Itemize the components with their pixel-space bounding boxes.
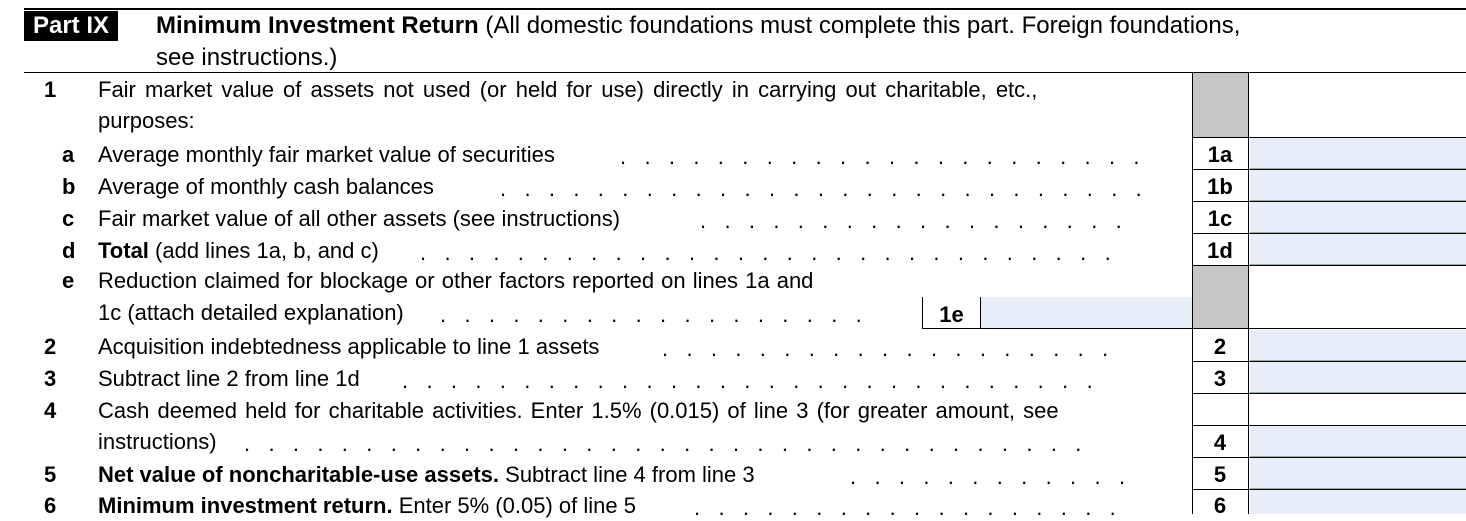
- line-1e-letter: e: [62, 268, 75, 293]
- line-2-number: 2: [44, 334, 57, 359]
- line-1c-input[interactable]: [1250, 202, 1466, 233]
- leader-dots: . . . . . . . . . . . . . . . . . .: [700, 208, 1122, 233]
- line-6-box-label: 6: [1213, 493, 1227, 518]
- row-rule: [922, 328, 1466, 329]
- label-column-right-rule: [1248, 73, 1249, 514]
- leader-dots: . . . . . . . . . . . . . . . . . . . . . . . . . . .: [500, 176, 1142, 201]
- line-1d-text-rest: (add lines 1a, b, and c): [148, 238, 379, 263]
- line-6-text: [98, 493, 636, 519]
- leader-dots: . . . . . . . . . . . . . . . . . . .: [662, 336, 1109, 361]
- line-1d-letter: d: [62, 238, 76, 263]
- line-1d-text: [98, 238, 379, 264]
- row-rule: [1193, 393, 1466, 394]
- line-4-box-label: 4: [1213, 430, 1227, 455]
- leader-dots: . . . . . . . . . . . .: [850, 464, 1126, 489]
- line-4-number: 4: [44, 398, 57, 423]
- shaded-cell-line1e: [1193, 266, 1248, 329]
- part-label: Part IX: [32, 12, 110, 39]
- line-1a-letter: a: [62, 142, 75, 167]
- line-1c-text: Fair market value of all other assets (see instructions): [98, 206, 621, 231]
- line-1b-box-label: 1b: [1207, 174, 1233, 199]
- leader-dots: . . . . . . . . . . . . . . . . . . . . . .: [620, 144, 1140, 169]
- line-5-text-rest: Subtract line 4 from line 3: [499, 462, 755, 487]
- line-5-box-label: 5: [1213, 462, 1227, 487]
- line-5-number: 5: [44, 462, 57, 487]
- line-1b-text: Average of monthly cash balances: [98, 174, 434, 199]
- line-1e-input[interactable]: [981, 297, 1192, 328]
- top-rule: [24, 8, 1466, 10]
- part-title-rest: (All domestic foundations must complete this part. Foreign foundations,: [478, 12, 1241, 39]
- line-2-text: Acquisition indebtedness applicable to line 1 assets: [98, 334, 600, 359]
- line-6-number: 6: [44, 493, 57, 518]
- line-5-input[interactable]: [1250, 458, 1466, 489]
- line-1d-box-label: 1d: [1207, 238, 1233, 263]
- line-3-text: Subtract line 2 from line 1d: [98, 366, 360, 391]
- leader-dots: . . . . . . . . . . . . . . . . . . . . . . . . . . . . .: [420, 240, 1111, 265]
- part-title-line2: see instructions.): [156, 44, 338, 71]
- line-1d-text-bold: Total: [98, 238, 149, 263]
- line-1d-input[interactable]: [1250, 234, 1466, 265]
- line-1e-text-cont: 1c (attach detailed explanation): [98, 300, 404, 325]
- line-1-text-cont: purposes:: [98, 108, 195, 133]
- leader-dots: . . . . . . . . . . . . . . . . . . . . . . . . . . . . .: [402, 368, 1093, 393]
- line-1c-box-label: 1c: [1207, 206, 1233, 231]
- line-4-text: Cash deemed held for charitable activities. Enter 1.5% (0.015) of line 3 (for greater amount, see: [98, 398, 1059, 423]
- line-1c-letter: c: [62, 206, 75, 231]
- part-badge: [24, 11, 118, 41]
- shaded-cell-line1: [1193, 73, 1248, 137]
- line-4-text-cont: instructions): [98, 429, 217, 454]
- line-1-number: 1: [44, 77, 57, 102]
- row-rule: [1193, 265, 1466, 266]
- line-1e-text: Reduction claimed for blockage or other factors reported on lines 1a and: [98, 268, 814, 293]
- line-1b-letter: b: [62, 174, 76, 199]
- line-3-input[interactable]: [1250, 362, 1466, 393]
- leader-dots: . . . . . . . . . . . . . . . . . .: [440, 302, 862, 327]
- part-title-bold: Minimum Investment Return: [156, 12, 479, 39]
- line-1a-input[interactable]: [1250, 138, 1466, 169]
- line-1b-input[interactable]: [1250, 170, 1466, 201]
- line-2-box-label: 2: [1213, 334, 1227, 359]
- line-5-text: [98, 462, 755, 488]
- line-1-text: Fair market value of assets not used (or held for use) directly in carrying out charitable, etc.,: [98, 77, 1038, 102]
- line-3-box-label: 3: [1213, 366, 1227, 391]
- line-3-number: 3: [44, 366, 57, 391]
- line-2-input[interactable]: [1250, 330, 1466, 361]
- line-1e-box-label: 1e: [939, 302, 964, 327]
- line-1a-text: Average monthly fair market value of securities: [98, 142, 555, 167]
- line-6-text-bold: Minimum investment return.: [98, 493, 393, 518]
- part-title: [156, 12, 1240, 40]
- leader-dots: . . . . . . . . . . . . . . . . . . . . . . . . . . . . . . . . . . .: [244, 431, 1082, 456]
- line-5-text-bold: Net value of noncharitable-use assets.: [98, 462, 500, 487]
- header-rule: [24, 72, 1466, 73]
- line-1a-box-label: 1a: [1207, 142, 1233, 167]
- leader-dots: . . . . . . . . . . . . . . . . . .: [694, 495, 1116, 520]
- line-6-text-rest: Enter 5% (0.05) of line 5: [392, 493, 636, 518]
- line-6-input[interactable]: [1250, 490, 1466, 514]
- line-4-input[interactable]: [1250, 426, 1466, 457]
